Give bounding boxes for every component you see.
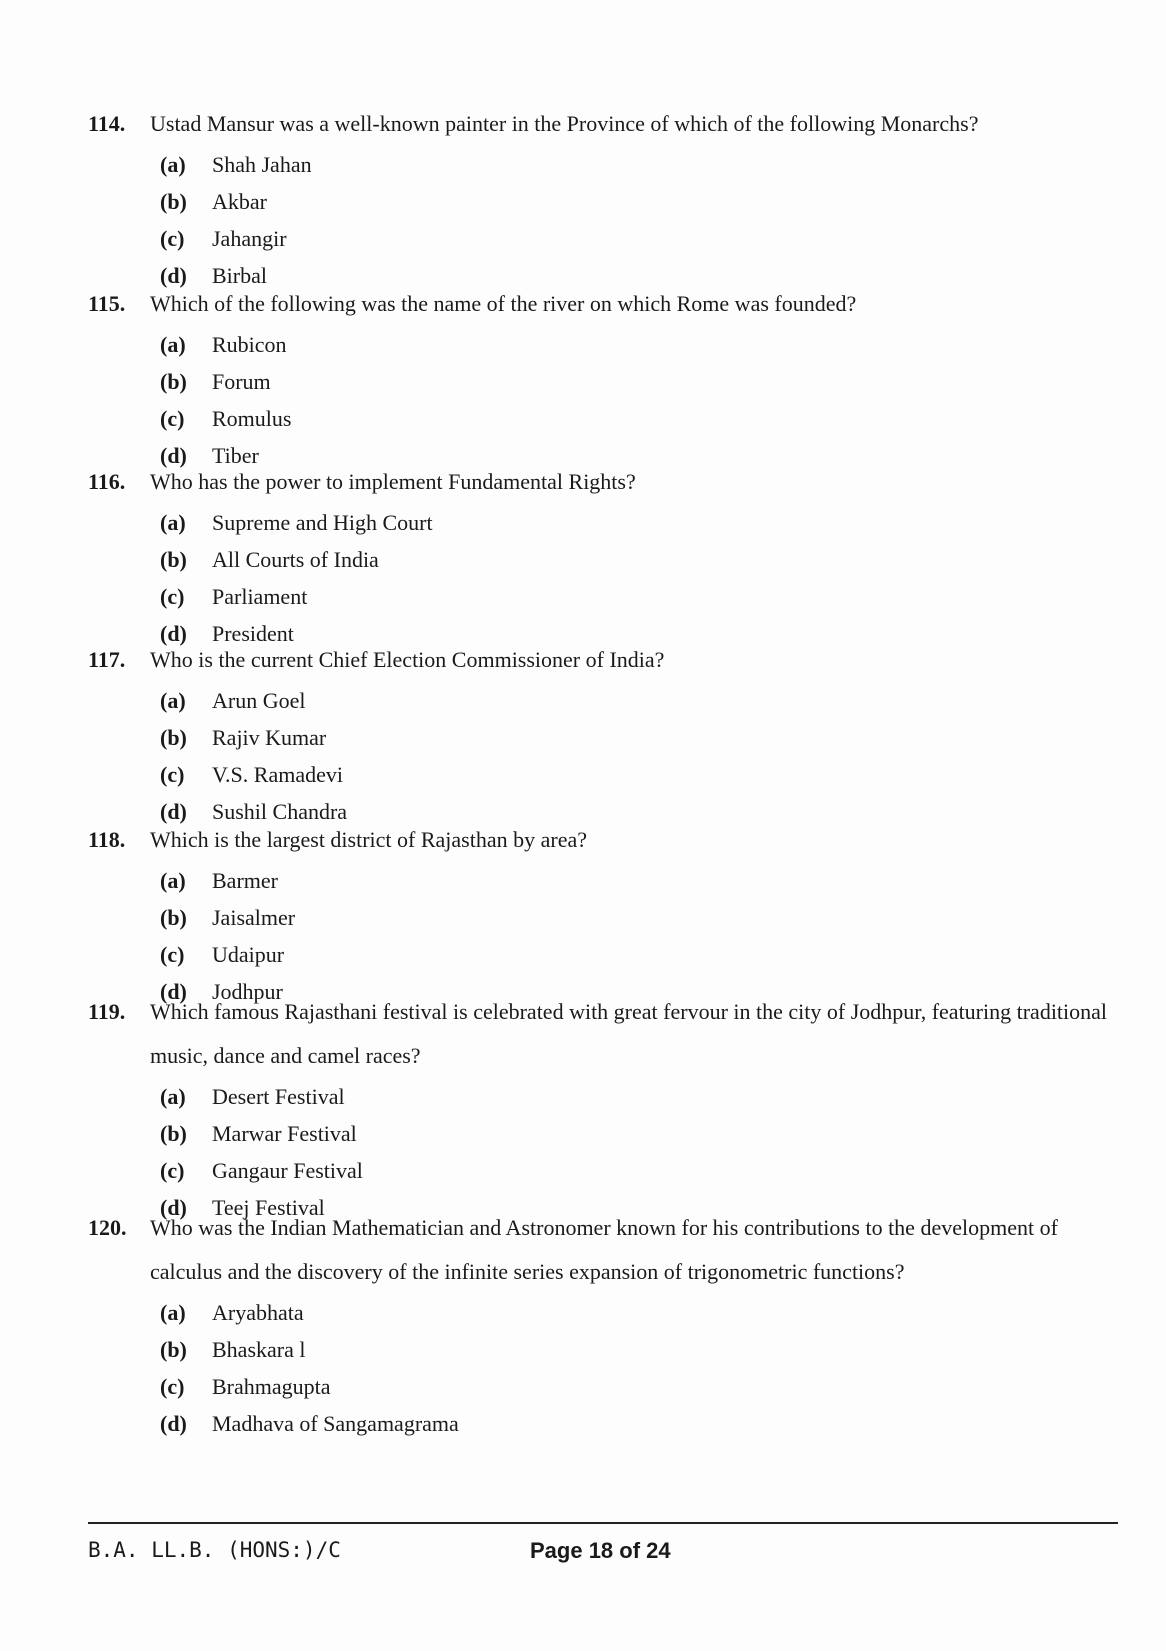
option-text: Aryabhata [212,1300,304,1325]
question-text: Ustad Mansur was a well-known painter in the Province of which of the following Monarchs? [150,111,979,136]
option-list [160,326,1108,474]
option-text: Birbal [212,263,267,288]
option-a [160,862,1108,899]
option-a [160,504,1108,541]
option-text: Shah Jahan [212,152,312,177]
option-text: Supreme and High Court [212,510,433,535]
option-c [160,400,1108,437]
option-letter: (b) [160,547,187,572]
option-text: All Courts of India [212,547,379,572]
option-c [160,756,1108,793]
option-text: President [212,621,294,646]
question-text: Who is the current Chief Election Commissioner of India? [150,647,665,672]
question-114 [88,102,1108,294]
question-number: 119. [88,999,126,1024]
question-text: Who was the Indian Mathematician and Astronomer known for his contributions to the development of calculus and the discovery of the infinite series expansion of trigonometric functions? [150,1215,1058,1284]
option-letter: (a) [160,688,186,713]
option-a [160,1294,1108,1331]
question-117 [88,638,1108,830]
option-letter: (d) [160,621,187,646]
option-text: Marwar Festival [212,1121,357,1146]
option-b [160,1115,1108,1152]
option-letter: (b) [160,905,187,930]
option-letter: (a) [160,1084,186,1109]
option-text: Jodhpur [212,979,283,1004]
question-text: Who has the power to implement Fundamental Rights? [150,469,636,494]
option-letter: (d) [160,979,187,1004]
option-text: Rubicon [212,332,287,357]
option-letter: (d) [160,443,187,468]
question-number: 118. [88,827,126,852]
option-text: Gangaur Festival [212,1158,363,1183]
question-119 [88,990,1108,1226]
option-b [160,541,1108,578]
option-text: Romulus [212,406,292,431]
option-b [160,1331,1108,1368]
option-letter: (c) [160,406,185,431]
option-b [160,363,1108,400]
option-text: Parliament [212,584,308,609]
option-text: Sushil Chandra [212,799,348,824]
question-118 [88,818,1108,1010]
question-number: 115. [88,291,126,316]
question-number: 120. [88,1215,127,1240]
option-text: Desert Festival [212,1084,345,1109]
option-letter: (b) [160,725,187,750]
option-letter: (c) [160,942,185,967]
option-text: Udaipur [212,942,285,967]
option-letter: (c) [160,1374,185,1399]
option-list [160,1078,1108,1226]
question-text: Which is the largest district of Rajasthan by area? [150,827,588,852]
option-text: Arun Goel [212,688,306,713]
option-c [160,220,1108,257]
option-text: Madhava of Sangamagrama [212,1411,459,1436]
question-text: Which famous Rajasthani festival is celebrated with great fervour in the city of Jodhpur, featuring traditional music, dance and camel races? [150,999,1108,1068]
page-number: Page 18 of 24 [530,1538,671,1563]
option-c [160,1368,1108,1405]
option-b [160,899,1108,936]
option-d [160,1405,1108,1442]
option-c [160,1152,1108,1189]
option-text: Tiber [212,443,259,468]
option-text: Forum [212,369,271,394]
question-number: 117. [88,647,126,672]
option-c [160,936,1108,973]
question-text: Which of the following was the name of the river on which Rome was founded? [150,291,857,316]
option-letter: (a) [160,510,186,535]
option-text: Teej Festival [212,1195,325,1220]
option-b [160,719,1108,756]
option-a [160,146,1108,183]
option-letter: (a) [160,868,186,893]
option-letter: (b) [160,189,187,214]
option-list [160,504,1108,652]
option-text: Akbar [212,189,267,214]
option-list [160,862,1108,1010]
option-text: Jaisalmer [212,905,296,930]
question-115 [88,282,1108,474]
question-120 [88,1206,1108,1442]
option-letter: (d) [160,1411,187,1436]
question-number: 114. [88,111,126,136]
option-letter: (c) [160,226,185,251]
option-letter: (b) [160,1121,187,1146]
option-letter: (a) [160,1300,186,1325]
option-letter: (d) [160,263,187,288]
option-letter: (b) [160,369,187,394]
option-b [160,183,1108,220]
option-list [160,682,1108,830]
option-letter: (c) [160,1158,185,1183]
option-list [160,1294,1108,1442]
option-a [160,1078,1108,1115]
option-text: Barmer [212,868,278,893]
option-a [160,326,1108,363]
option-letter: (b) [160,1337,187,1362]
option-letter: (c) [160,762,185,787]
option-letter: (a) [160,152,186,177]
option-text: Brahmagupta [212,1374,331,1399]
option-text: V.S. Ramadevi [212,762,343,787]
question-116 [88,460,1108,652]
option-text: Bhaskara l [212,1337,306,1362]
option-a [160,682,1108,719]
option-c [160,578,1108,615]
option-text: Jahangir [212,226,287,251]
question-number: 116. [88,469,126,494]
option-list [160,146,1108,294]
option-letter: (d) [160,1195,187,1220]
option-letter: (a) [160,332,186,357]
course-code: B.A. LL.B. (HONS:)/C [88,1538,341,1562]
option-letter: (d) [160,799,187,824]
footer-divider [88,1522,1118,1524]
option-text: Rajiv Kumar [212,725,327,750]
option-letter: (c) [160,584,185,609]
